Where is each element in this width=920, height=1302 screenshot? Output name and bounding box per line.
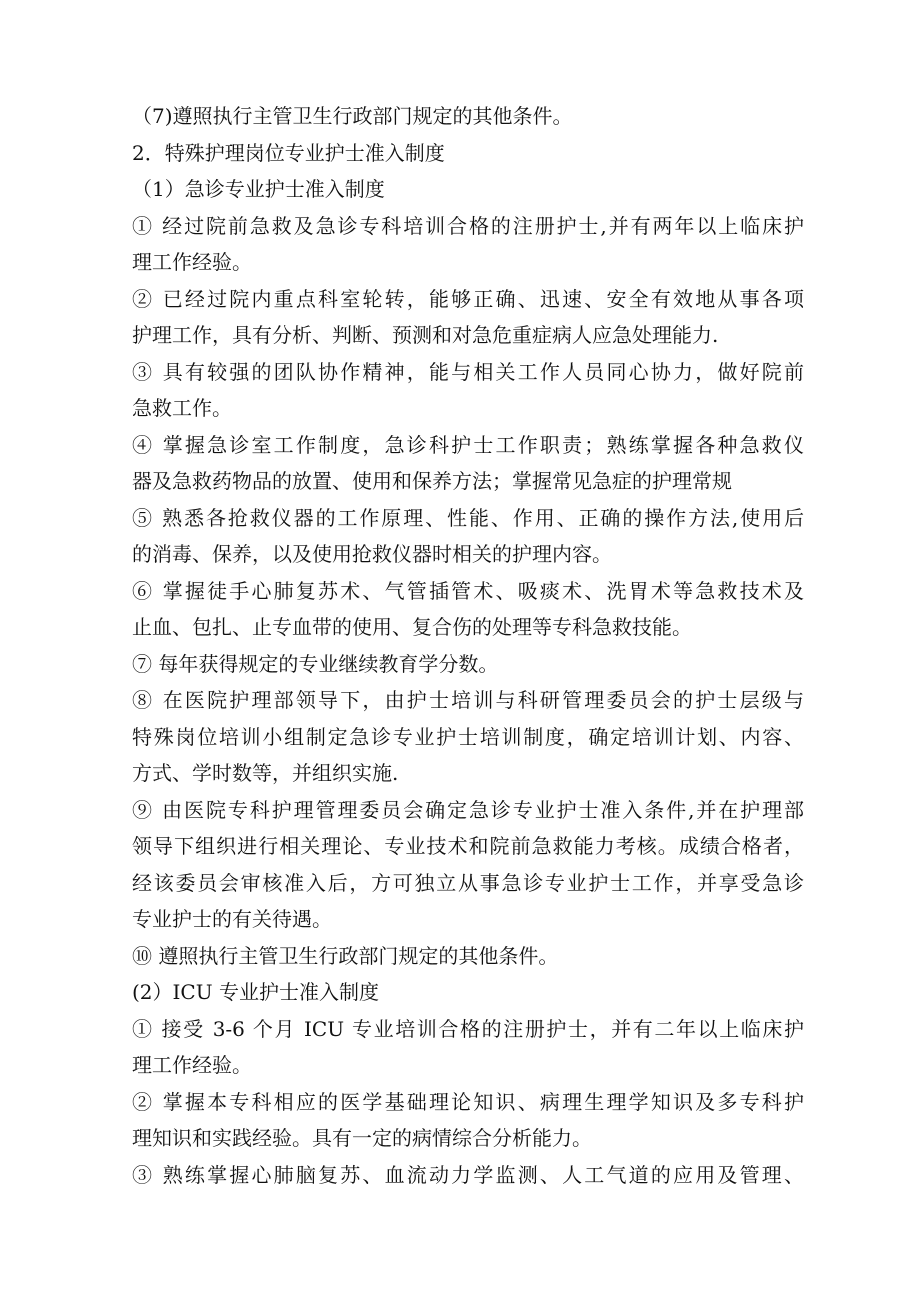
text-line: 经该委员会审核准入后，方可独立从事急诊专业护士工作，并享受急诊: [132, 870, 804, 895]
text-line: (2）ICU 专业护士准入制度: [132, 980, 379, 1004]
text-line: ⑥ 掌握徒手心肺复苏术、气管插管术、吸痰术、洗胃术等急救技术及: [132, 578, 804, 603]
text-line: ① 接受 3-6 个月 ICU 专业培训合格的注册护士，并有二年以上临床护: [132, 1016, 804, 1041]
text-line: 急救工作。: [132, 396, 232, 420]
text-line: 理知识和实践经验。具有一定的病情综合分析能力。: [132, 1126, 592, 1150]
text-line: 领导下组织进行相关理论、专业技术和院前急救能力考核。成绩合格者，: [132, 834, 804, 858]
text-line: ① 经过院前急救及急诊专科培训合格的注册护士,并有两年以上临床护: [132, 213, 804, 238]
text-line: 2．特殊护理岗位专业护士准入制度: [132, 140, 445, 165]
text-line: ③ 熟练掌握心肺脑复苏、血流动力学监测、人工气道的应用及管理、: [132, 1162, 804, 1187]
text-line: 护理工作，具有分析、判断、预测和对急危重症病人应急处理能力.: [132, 323, 719, 347]
text-line: ② 掌握本专科相应的医学基础理论知识、病理生理学知识及多专科护: [132, 1089, 804, 1114]
text-line: 器及急救药物品的放置、使用和保养方法；掌握常见急症的护理常规: [132, 469, 732, 493]
text-line: 特殊岗位培训小组制定急诊专业护士培训制度，确定培训计划、内容、: [132, 724, 804, 749]
text-line: 止血、包扎、止专血带的使用、复合伤的处理等专科急救技能。: [132, 615, 692, 639]
text-line: ⑤ 熟悉各抢救仪器的工作原理、性能、作用、正确的操作方法,使用后: [132, 505, 804, 530]
text-line: 理工作经验。: [132, 1053, 252, 1077]
text-line: ⑩ 遵照执行主管卫生行政部门规定的其他条件。: [132, 943, 559, 968]
document-body: [132, 98, 804, 1193]
text-line: ② 已经过院内重点科室轮转，能够正确、迅速、安全有效地从事各项: [132, 286, 804, 311]
text-line: （7)遵照执行主管卫生行政部门规定的其他条件。: [132, 104, 573, 128]
text-line: ⑨ 由医院专科护理管理委员会确定急诊专业护士准入条件,并在护理部: [132, 797, 804, 822]
text-line: 方式、学时数等，并组织实施.: [132, 761, 399, 785]
text-line: ③ 具有较强的团队协作精神，能与相关工作人员同心协力，做好院前: [132, 359, 804, 384]
text-line: 的消毒、保养，以及使用抢救仪器时相关的护理内容。: [132, 542, 612, 566]
text-line: ⑦ 每年获得规定的专业继续教育学分数。: [132, 651, 499, 676]
text-line: 理工作经验。: [132, 250, 252, 274]
text-line: ⑧ 在医院护理部领导下，由护士培训与科研管理委员会的护士层级与: [132, 688, 804, 712]
text-line: ④ 掌握急诊室工作制度，急诊科护士工作职责；熟练掌握各种急救仪: [132, 432, 804, 457]
text-line: 专业护士的有关待遇。: [132, 907, 332, 931]
text-line: （1）急诊专业护士准入制度: [132, 177, 385, 201]
